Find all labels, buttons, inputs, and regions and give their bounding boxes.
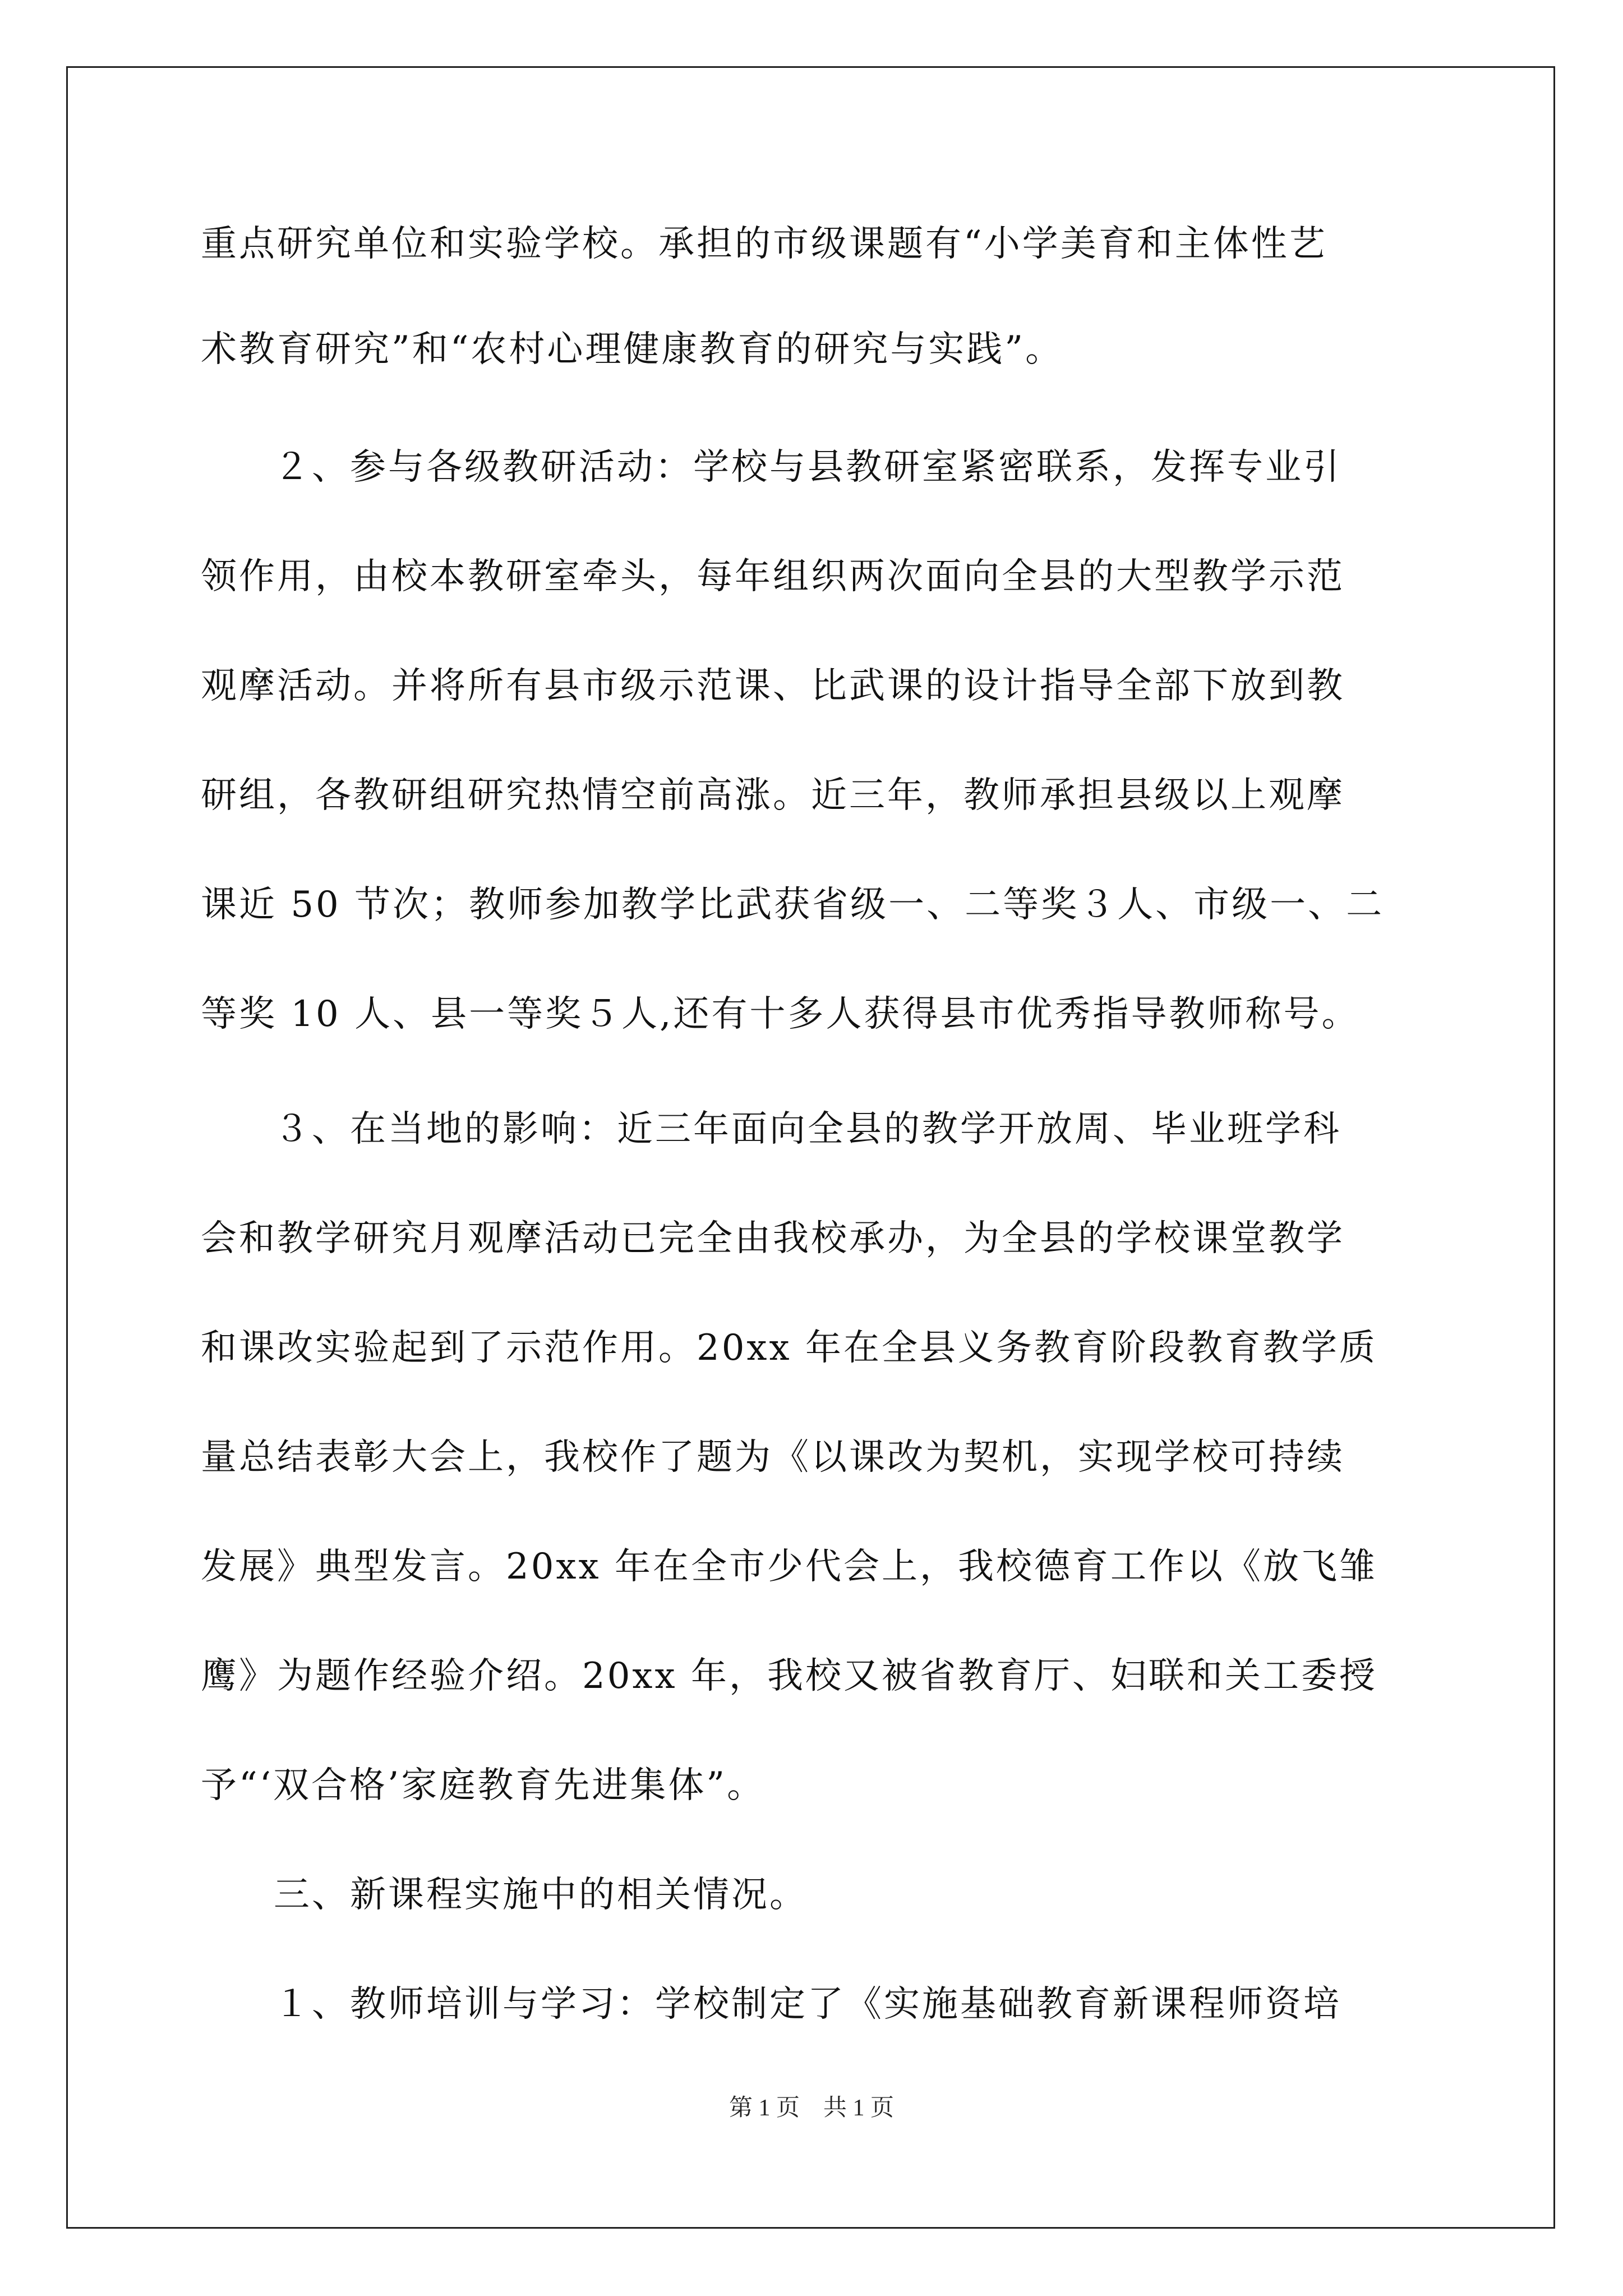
text-line: 鹰》为题作经验介绍。20xx 年，我校又被省教育厅、妇联和关工委授 [201, 1655, 1377, 1697]
text-line: 观摩活动。并将所有县市级示范课、比武课的设计指导全部下放到教 [201, 665, 1345, 707]
section-heading: 三、新课程实施中的相关情况。 [274, 1874, 808, 1916]
text-line: 课近 50 节次；教师参加教学比武获省级一、二等奖３人、市级一、二 [201, 884, 1385, 926]
text-line: 发展》典型发言。20xx 年在全市少代会上，我校德育工作以《放飞雏 [201, 1546, 1377, 1588]
text-line: 术教育研究”和“农村心理健康教育的研究与实践”。 [201, 329, 1064, 370]
text-line: 领作用，由校本教研室牵头，每年组织两次面向全县的大型教学示范 [201, 556, 1345, 597]
text-line: 研组，各教研组研究热情空前高涨。近三年，教师承担县级以上观摩 [201, 775, 1345, 816]
page-footer: 第 1 页 共 1 页 [728, 2095, 894, 2121]
text-line: 会和教学研究月观摩活动已完全由我校承办，为全县的学校课堂教学 [201, 1218, 1345, 1259]
text-line: 予“‘双合格’家庭教育先进集体”。 [201, 1765, 766, 1806]
text-line: １、教师培训与学习：学校制定了《实施基础教育新课程师资培 [274, 1984, 1341, 2025]
text-line: 量总结表彰大会上，我校作了题为《以课改为契机，实现学校可持续 [201, 1437, 1345, 1478]
text-line: ３、在当地的影响：近三年面向全县的教学开放周、毕业班学科 [274, 1108, 1341, 1150]
text-line: 等奖 10 人、县一等奖５人,还有十多人获得县市优秀指导教师称号。 [201, 993, 1360, 1035]
text-line: 重点研究单位和实验学校。承担的市级课题有“小学美育和主体性艺 [201, 223, 1327, 265]
text-line: ２、参与各级教研活动：学校与县教研室紧密联系，发挥专业引 [274, 447, 1341, 488]
text-line: 和课改实验起到了示范作用。20xx 年在全县义务教育阶段教育教学质 [201, 1327, 1377, 1369]
